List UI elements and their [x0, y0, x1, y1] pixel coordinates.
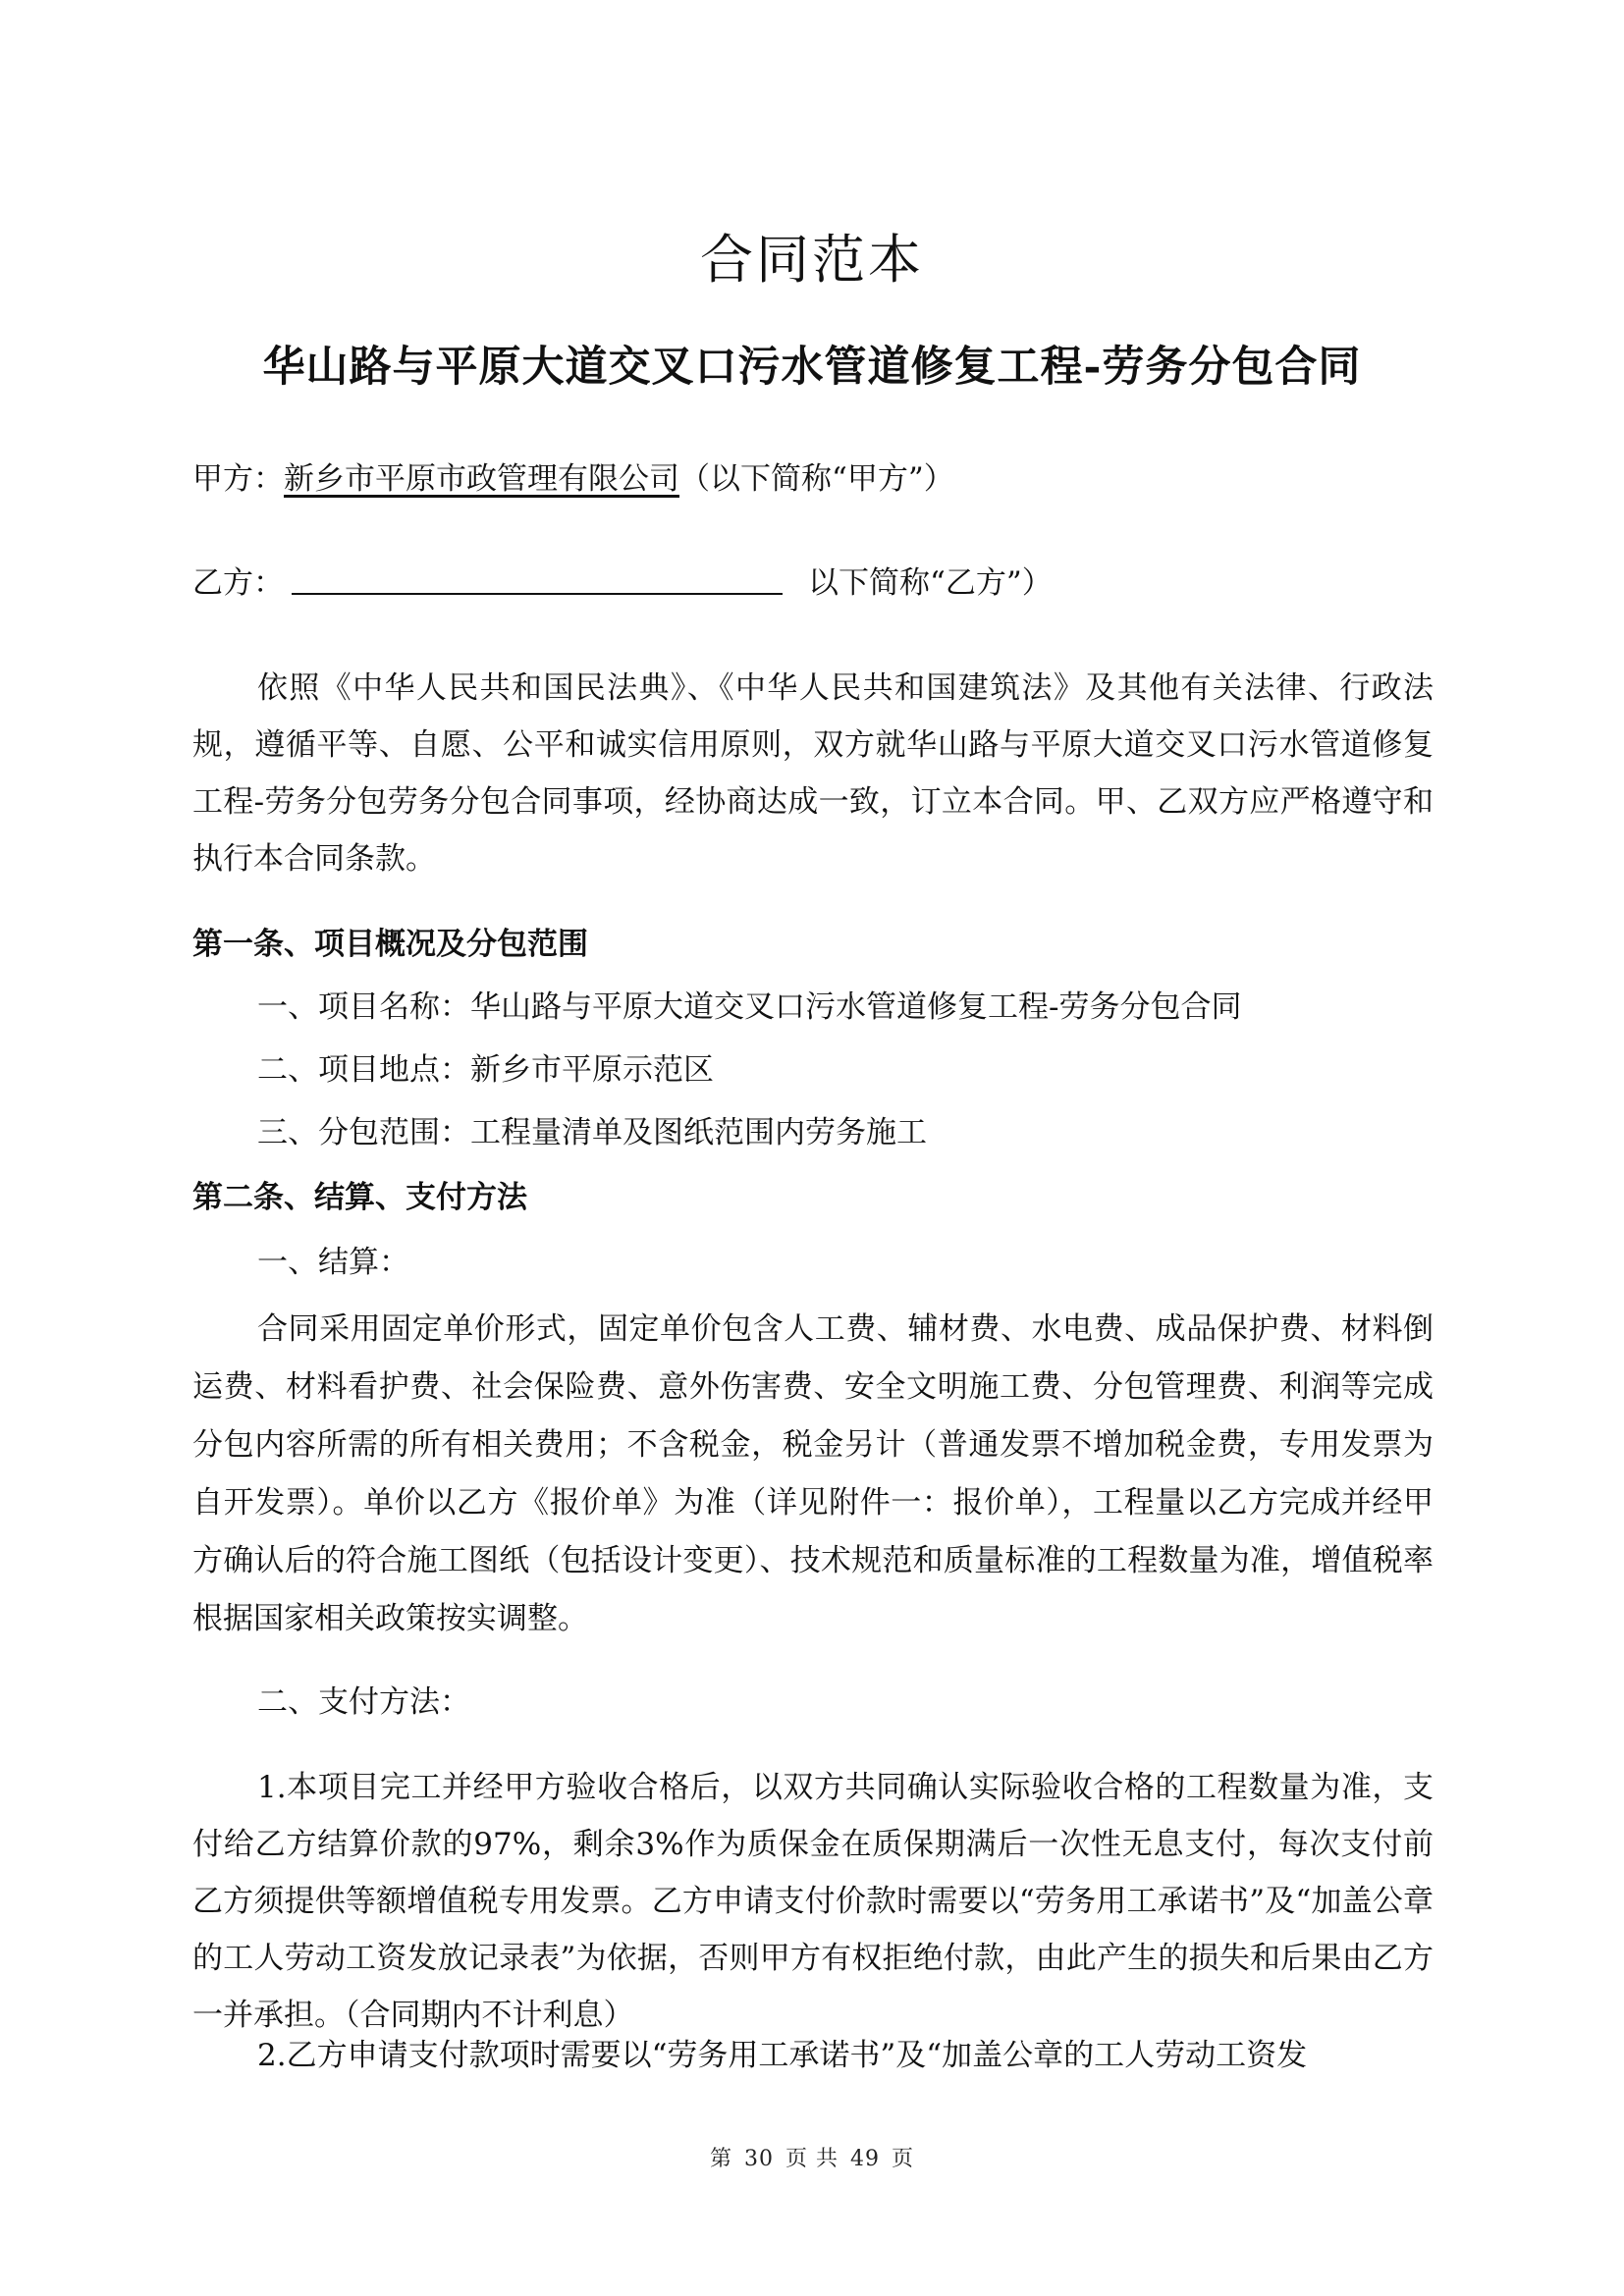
article-1-item-2: 二、项目地点：新乡市平原示范区	[257, 1052, 714, 1088]
party-a-suffix: （以下简称“甲方”）	[679, 461, 954, 497]
party-b-label: 乙方：	[192, 565, 284, 601]
party-b-line	[192, 563, 1053, 603]
payment-label: 二、支付方法：	[257, 1684, 470, 1720]
article-2-heading: 第二条、结算、支付方法	[192, 1180, 527, 1215]
footer-total-pages: 49	[850, 2147, 880, 2171]
footer-middle: 页 共	[785, 2147, 839, 2171]
intro-paragraph: 依照《中华人民共和国民法典》、《中华人民共和国建筑法》及其他有关法律、行政法规，遵循平等、自愿、公平和诚实信用原则，双方就华山路与平原大道交叉口污水管道修复工程-劳务分包劳务分包合同事项，经协商达成一致，订立本合同。甲、乙双方应严格遵守和执行本合同条款。	[192, 670, 1434, 877]
footer-prefix: 第	[709, 2147, 732, 2171]
party-a-name: 新乡市平原市政管理有限公司	[284, 461, 679, 497]
settlement-paragraph: 合同采用固定单价形式，固定单价包含人工费、辅材费、水电费、成品保护费、材料倒运费、材料看护费、社会保险费、意外伤害费、安全文明施工费、分包管理费、利润等完成分包内容所需的所有相关费用；不含税金，税金另计（普通发票不增加税金费，专用发票为自开发票）。单价以乙方《报价单》为准（详见附件一：报价单），工程量以乙方完成并经甲方确认后的符合施工图纸（包括设计变更）、技术规范和质量标准的工程数量为准，增值税率根据国家相关政策按实调整。	[192, 1311, 1434, 1636]
payment-clause-2: 2.乙方申请支付款项时需要以“劳务用工承诺书”及“加盖公章的工人劳动工资发	[257, 2038, 1308, 2073]
payment-clause-1: 1.本项目完工并经甲方验收合格后，以双方共同确认实际验收合格的工程数量为准，支付给乙方结算价款的97%，剩余3%作为质保金在质保期满后一次性无息支付，每次支付前乙方须提供等额增值税专用发票。乙方申请支付价款时需要以“劳务用工承诺书”及“加盖公章的工人劳动工资发放记录表”为依据，否则甲方有权拒绝付款，由此产生的损失和后果由乙方一并承担。（合同期内不计利息）	[192, 1770, 1434, 2033]
party-b-blank-field	[292, 565, 783, 595]
footer-page-number: 30	[744, 2147, 774, 2171]
party-b-suffix: 以下简称“乙方”）	[808, 565, 1053, 601]
page-footer	[0, 2142, 1624, 2172]
party-a-label: 甲方：	[192, 461, 284, 497]
party-a-line	[192, 459, 954, 499]
article-1-heading: 第一条、项目概况及分包范围	[192, 927, 588, 962]
article-1-item-1: 一、项目名称：华山路与平原大道交叉口污水管道修复工程-劳务分包合同	[257, 989, 1242, 1025]
footer-suffix: 页	[892, 2147, 915, 2171]
article-1-item-3: 三、分包范围：工程量清单及图纸范围内劳务施工	[257, 1115, 927, 1150]
contract-subtitle: 华山路与平原大道交叉口污水管道修复工程-劳务分包合同	[262, 343, 1362, 392]
document-title: 合同范本	[700, 229, 924, 291]
settlement-label: 一、结算：	[257, 1245, 409, 1280]
